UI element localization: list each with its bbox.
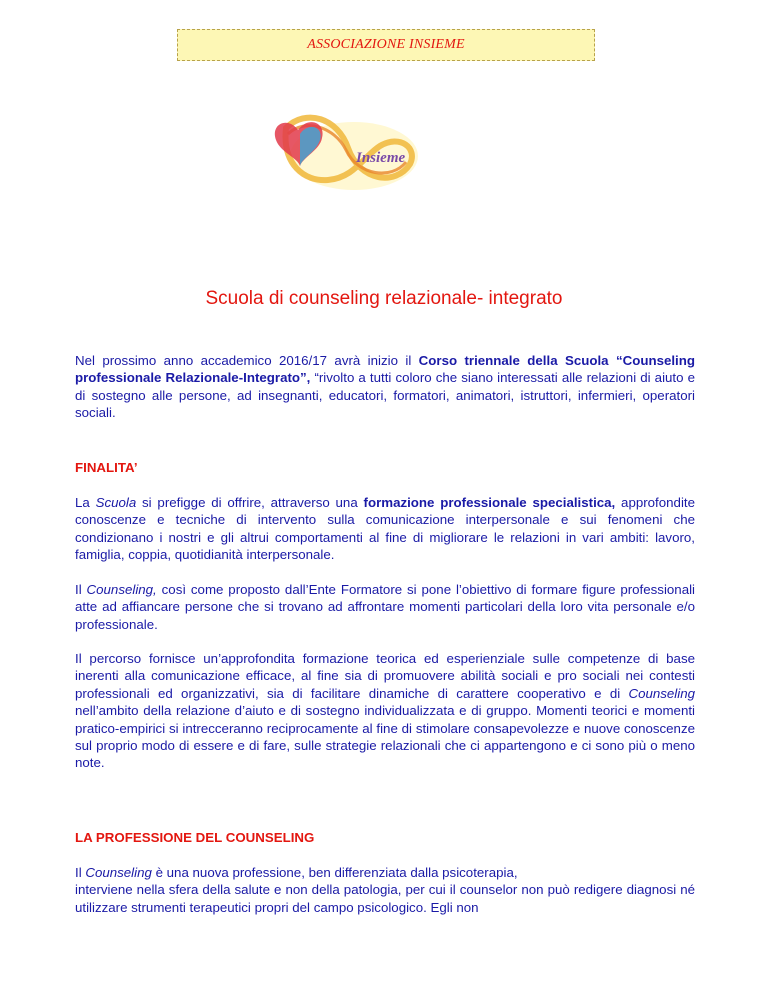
- page-title: Scuola di counseling relazionale- integrato: [205, 288, 563, 309]
- finalita-paragraph-1: La Scuola si prefigge di offrire, attraverso una formazione professionale specialistica, approfondite conoscenze e tecniche di intervento sulla comunicazione interpersonale e sui fenomeni che condizionano i nostri e gli altrui comportamenti al fine di migliorare le relazioni in vari ambiti: lavoro, famiglia, coppia, quotidianità interpersonale.: [75, 495, 695, 563]
- section-heading-professione: LA PROFESSIONE DEL COUNSELING: [75, 830, 315, 845]
- professione-paragraph-1: Il Counseling è una nuova professione, ben differenziata dalla psicoterapia, interviene nella sfera della salute e non della patologia, per cui il counselor non può redigere diagnosi né utilizzare strumenti terapeutici propri del campo psicologico. Egli non: [75, 865, 695, 915]
- insieme-logo: [268, 100, 420, 198]
- intro-paragraph: Nel prossimo anno accademico 2016/17 avrà inizio il Corso triennale della Scuola “Counseling professionale Relazionale-Integrato”, “rivolto a tutti coloro che siano interessati alle relazioni di aiuto e di sostegno alle persone, ad insegnanti, educatori, formatori, animatori, istruttori, infermieri, operatori sociali.: [75, 353, 695, 421]
- finalita-paragraph-3: Il percorso fornisce un’approfondita formazione teorica ed esperienziale sulle competenze di base inerenti alla comunicazione efficace, al fine sia di promuovere abilità sociali e pro sociali nei contesti professionali ed organizzativi, sia di facilitare dinamiche di carattere cooperativo e di Counseling nell’ambito della relazione d’aiuto e di sostegno individualizzata e di gruppo. Momenti teorici e momenti pratico-empirici si intrecceranno reciprocamente al fine di stimolare consapevolezze e nuove conoscenze sul proprio modo di essere e di fare, sulle strategie relazionali che ci appartengono e ci sono più o meno note.: [75, 651, 695, 771]
- logo-text: Insieme: [356, 150, 406, 166]
- finalita-paragraph-2: Il Counseling, così come proposto dall’Ente Formatore si pone l’obiettivo di formare figure professionali atte ad affiancare persone che si trovano ad affrontare momenti particolari della loro vita personale e/o professionale.: [75, 582, 695, 632]
- section-heading-finalita: FINALITA’: [75, 460, 138, 475]
- header-banner: [177, 29, 595, 61]
- organization-title: ASSOCIAZIONE INSIEME: [307, 37, 465, 52]
